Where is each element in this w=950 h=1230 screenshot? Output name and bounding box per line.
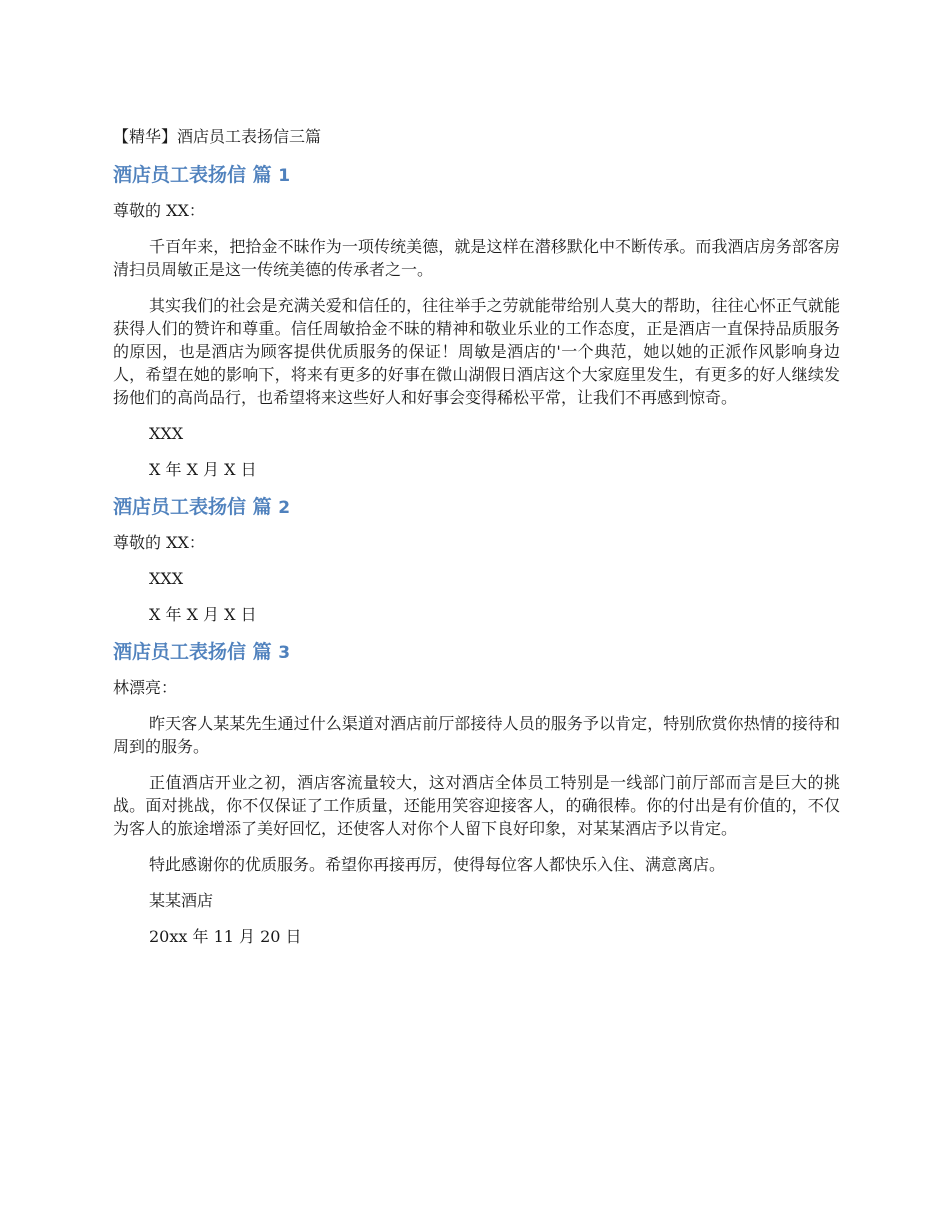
signature: 某某酒店: [149, 891, 214, 910]
date-line: 20xx 年 11 月 20 日: [149, 927, 302, 946]
salutation: 尊敬的 XX：: [113, 201, 205, 220]
body-paragraph: 其实我们的社会是充满关爱和信任的，往往举手之劳就能带给别人莫大的帮助，往往心怀正气就能获得人们的赞许和尊重。信任周敏拾金不昧的精神和敬业乐业的工作态度，正是酒店一直保持品质服务的原因，也是酒店为顾客提供优质服务的保证！周敏是酒店的'一个典范，她以她的正派作风影响身边人，希望在她的影响下，将来有更多的好事在微山湖假日酒店这个大家庭里发生，有更多的好人继续发扬他们的高尚品行，也希望将来这些好人和好事会变得稀松平常，让我们不再感到惊奇。: [113, 296, 840, 407]
section-heading-number: 2: [278, 498, 291, 518]
section-heading-suffix: 篇: [252, 641, 272, 663]
letter-section-1: [113, 162, 840, 481]
signature: XXX: [149, 569, 184, 588]
section-heading-suffix: 篇: [252, 164, 272, 186]
body-paragraph: 特此感谢你的优质服务。希望你再接再厉，使得每位客人都快乐入住、满意离店。: [149, 855, 726, 874]
body-paragraph: 正值酒店开业之初，酒店客流量较大，这对酒店全体员工特别是一线部门前厅部而言是巨大的挑战。面对挑战，你不仅保证了工作质量，还能用笑容迎接客人，的确很棒。你的付出是有价值的，不仅为客人的旅途增添了美好回忆，还使客人对你个人留下良好印象，对某某酒店予以肯定。: [113, 773, 840, 838]
date-line: X 年 X 月 X 日: [149, 460, 257, 479]
letter-section-2: [113, 494, 840, 626]
section-heading-2: [113, 494, 840, 521]
section-heading-text: 酒店员工表扬信: [113, 641, 247, 663]
body-paragraph: 千百年来，把拾金不昧作为一项传统美德，就是这样在潜移默化中不断传承。而我酒店房务部客房清扫员周敏正是这一传统美德的传承者之一。: [113, 237, 840, 279]
salutation: 林漂亮：: [113, 678, 178, 697]
section-heading-number: 3: [278, 643, 291, 663]
section-heading-text: 酒店员工表扬信: [113, 496, 247, 518]
salutation: 尊敬的 XX：: [113, 533, 205, 552]
signature: XXX: [149, 424, 184, 443]
section-heading-1: [113, 162, 840, 189]
section-heading-text: 酒店员工表扬信: [113, 164, 247, 186]
letter-section-3: [113, 639, 840, 948]
document-title: 【精华】酒店员工表扬信三篇: [113, 127, 322, 146]
section-heading-number: 1: [278, 166, 291, 186]
section-heading-3: [113, 639, 840, 666]
section-heading-suffix: 篇: [252, 496, 272, 518]
body-paragraph: 昨天客人某某先生通过什么渠道对酒店前厅部接待人员的服务予以肯定，特别欣赏你热情的接待和周到的服务。: [113, 714, 840, 756]
date-line: X 年 X 月 X 日: [149, 605, 257, 624]
